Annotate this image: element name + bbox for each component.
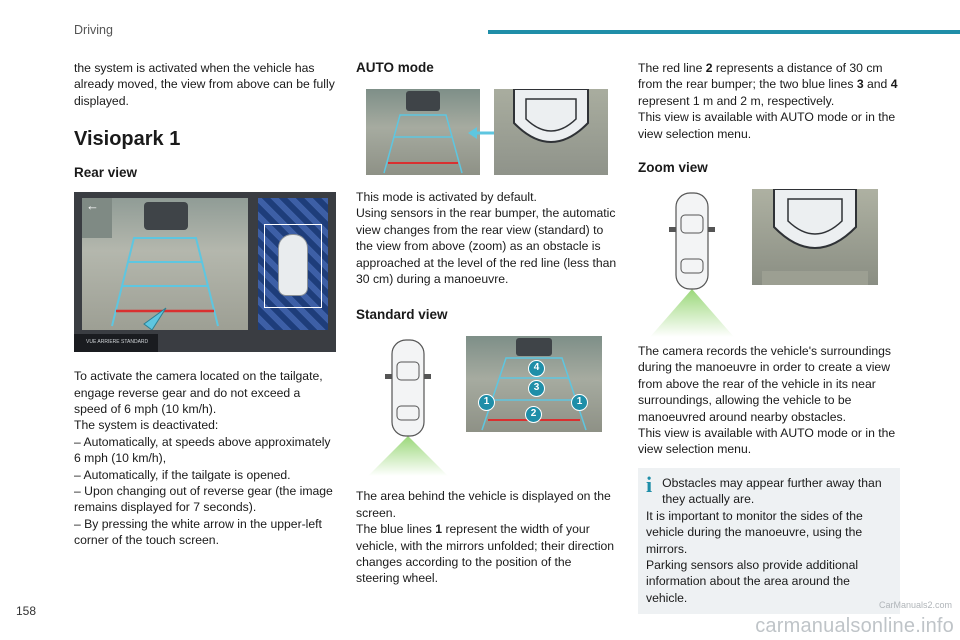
- text-run: The red line: [638, 61, 706, 75]
- column-2: [356, 60, 618, 587]
- rear-view-paragraph: To activate the camera located on the tailgate, engage reverse gear and do not exceed a speed of 6 mph (10 km/h).: [74, 369, 323, 417]
- info-box: [638, 468, 900, 614]
- auto-mode-paragraph: Using sensors in the rear bumper, the automatic view changes from the rear view (standard) to the view from above (zoom) as an obstacle is approached at the level of the red line (less than 30 cm) during a manoeuvre.: [356, 206, 617, 287]
- auto-mode-paragraph: This mode is activated by default.: [356, 190, 537, 204]
- zoom-camera-image: [752, 189, 878, 285]
- view-caption-label: VUE ARRIERE STANDARD: [86, 339, 149, 346]
- text-run: represent 1 m and 2 m, respectively.: [638, 93, 835, 108]
- zoom-camera-car: [752, 189, 878, 285]
- auto-rear-guides: [366, 89, 480, 175]
- lines-paragraph: [638, 60, 900, 109]
- info-paragraph: Parking sensors also provide additional information about the area around the vehicle.: [646, 557, 859, 605]
- top-view-panel: [258, 198, 328, 330]
- marker-label: 1: [483, 396, 490, 408]
- back-arrow-icon[interactable]: ←: [86, 198, 99, 214]
- header-accent-bar: [488, 30, 960, 34]
- subheading-standard-view: Standard view: [356, 307, 448, 323]
- watermark-small: CarManuals2.com: [878, 600, 952, 610]
- text-run: and: [863, 77, 891, 92]
- text-run: represents a distance of 30 cm from the rear bumper; the two blue lines: [638, 61, 883, 92]
- subheading-zoom-view: Zoom view: [638, 160, 708, 176]
- car-top-illustration-zoom: [646, 189, 738, 337]
- bold-ref: 2: [705, 61, 713, 75]
- auto-zoom-car: [494, 89, 608, 175]
- column-3: [638, 60, 900, 614]
- column-1: [74, 60, 336, 549]
- info-first-line: Obstacles may appear further away than they actually are.: [662, 475, 882, 507]
- bold-ref: 4: [890, 77, 898, 92]
- watermark: carmanualsonline.info: [755, 615, 954, 637]
- subheading-auto-mode: AUTO mode: [356, 60, 434, 75]
- deactivated-item: – By pressing the white arrow in the upper-left corner of the touch screen.: [74, 516, 322, 548]
- text-run: The blue lines: [356, 522, 436, 537]
- bold-ref: 1: [435, 522, 443, 537]
- intro-paragraph: the system is activated when the vehicle has already moved, the view from above can be fully displayed.: [74, 61, 335, 108]
- section-title: Driving: [74, 23, 113, 37]
- standard-view-figure: [356, 336, 618, 476]
- deactivated-item: – Automatically, at speeds above approximately 6 mph (10 km/h),: [74, 434, 331, 466]
- deactivated-label: The system is deactivated:: [74, 418, 219, 433]
- auto-rear-image: [366, 89, 480, 175]
- zoom-frame: [264, 224, 322, 308]
- standard-view-paragraph: [356, 521, 618, 587]
- page-number: 158: [16, 604, 37, 618]
- standard-view-paragraph: The area behind the vehicle is displayed on the screen.: [356, 489, 611, 520]
- text-run: represent the width of your vehicle, with the mirrors unfolded; their direction changes according to the position of the steering wheel.: [356, 522, 615, 586]
- rear-view-figure: [74, 192, 336, 352]
- info-paragraph: It is important to monitor the sides of the vehicle during the manoeuvre, using the mirrors.: [646, 508, 863, 556]
- deactivated-item: – Upon changing out of reverse gear (the image remains displayed for 7 seconds).: [74, 484, 333, 515]
- deactivated-item: – Automatically, if the tailgate is opened.: [74, 467, 291, 482]
- car-top-illustration: [368, 336, 448, 476]
- zoom-view-figure: [638, 189, 900, 329]
- marker-label: 2: [530, 408, 537, 420]
- marker-label: 4: [533, 362, 540, 374]
- auto-zoom-image: [494, 89, 608, 175]
- availability-paragraph: This view is available with AUTO mode or in the view selection menu.: [638, 110, 896, 141]
- bold-ref: 3: [856, 77, 864, 92]
- zoom-view-paragraph: The camera records the vehicle's surroundings during the manoeuvre in order to create a view from above the rear of the vehicle in its near surroundings, allowing the vehicle to be manoeuvred around nearby obstacles.: [638, 344, 891, 424]
- rear-camera-guides: [82, 198, 248, 330]
- subheading-rear-view: Rear view: [74, 165, 138, 181]
- marker-label: 1: [576, 396, 583, 408]
- zoom-view-paragraph: This view is available with AUTO mode or in the view selection menu.: [638, 426, 896, 457]
- rear-camera-image: [82, 198, 248, 330]
- section-heading-visiopark: Visiopark 1: [74, 128, 181, 151]
- auto-mode-figure: [356, 89, 618, 177]
- marker-label: 3: [533, 382, 540, 394]
- info-icon: i: [646, 471, 653, 497]
